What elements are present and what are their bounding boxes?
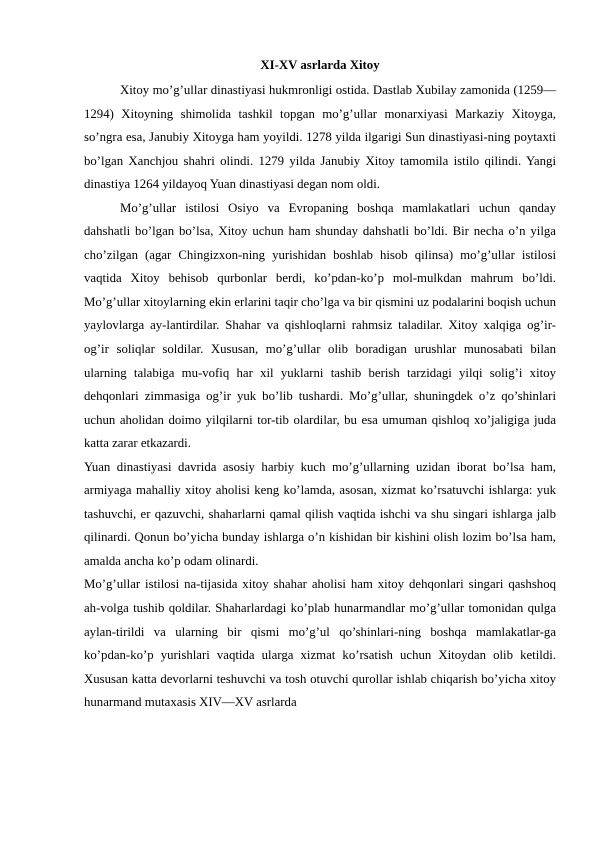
paragraph-1: Xitoy mo’g’ullar dinastiyasi hukmronligi ostida. Dastlab Xubilay zamonida (1259—1294) Xitoyning shimolida tashkil topgan mo’g’ullar monarxiyasi Markaziy Xitoyga, so’ngra esa, Janubiy Xitoyga ham yoyildi. 1278 yilda ilgarigi Sun dinastiyasi-ning poytaxti bo’lgan Xanchjou shahri olindi. 1279 yilda Janubiy Xitoy tamomila istilo qilindi. Yangi dinastiya 1264 yildayoq Yuan dinastiyasi degan nom oldi. xyxy=(84,83,556,192)
document-title: XI-XV asrlarda Xitoy xyxy=(260,58,380,72)
paragraph-4: Mo’g’ullar istilosi na-tijasida xitoy shahar aholisi ham xitoy dehqonlari singari qashshoq ah-volga tushib qoldilar. Shaharlardagi ko’plab hunarmandlar mo’g’ullar tomonidan qulga aylan-tirildi va ularning bir qismi mo’g’ul qo’shinlari-ning boshqa mamlakatlar-ga ko’pdan-ko’p yurishlari vaqtida ularga xizmat ko’rsatish uchun Xitoydan olib ketildi. Xususan katta devorlarni teshuvchi va tosh otuvchi qurollar ishlab chiqarish bo’yicha xitoy hunarmand mutaxasis XIV—XV asrlarda xyxy=(84,577,556,710)
paragraph-3: Yuan dinastiyasi davrida asosiy harbiy kuch mo’g’ullarning uzidan iborat bo’lsa ham, armiyaga mahalliy xitoy aholisi keng ko’lamda, asosan, xizmat ko’rsatuvchi ishlarga: yuk tashuvchi, er qazuvchi, shaharlarni qamal qilish vaqtida ishchi va shu singari ishlarga jalb qilinardi. Qonun bo’yicha bunday ishlarga o’n kishidan bir kishini olish lozim bo’lsa ham, amalda ancha ko’p odam olinardi. xyxy=(84,459,556,568)
document-page xyxy=(84,55,556,715)
paragraph-2: Mo’g’ullar istilosi Osiyo va Evropaning boshqa mamlakatlari uchun qanday dahshatli bo’lgan bo’lsa, Xitoy uchun ham shunday dahshatli bo’ldi. Bir necha o’n yilga cho’zilgan (agar Chingizxon-ning yurishidan boshlab hisob qilinsa) mo’g’ullar istilosi vaqtida Xitoy behisob qurbonlar berdi, ko’pdan-ko’p mol-mulkdan mahrum bo’ldi. Mo’g’ullar xitoylarning ekin erlarini taqir cho’lga va bir qismini uz podalarini boqish uchun yaylovlarga ay-lantirdilar. Shahar va qishloqlarni rahmsiz taladilar. Xitoy xalqiga og’ir-og’ir soliqlar soldilar. Xususan, mo’g’ullar olib boradigan urushlar munosabati bilan ularning talabiga mu-vofiq har xil yuklarni tashib berish tarzidagi yilqi solig’i xitoy dehqonlari zimmasiga og’ir yuk bo’lib tushardi. Mo’g’ullar, shuningdek o’z qo’shinlari uchun aholidan doimo yilqilarni tor-tib olardilar, bu esa umuman qishloq xo’jaligiga juda katta zarar etkazardi. xyxy=(84,200,556,451)
